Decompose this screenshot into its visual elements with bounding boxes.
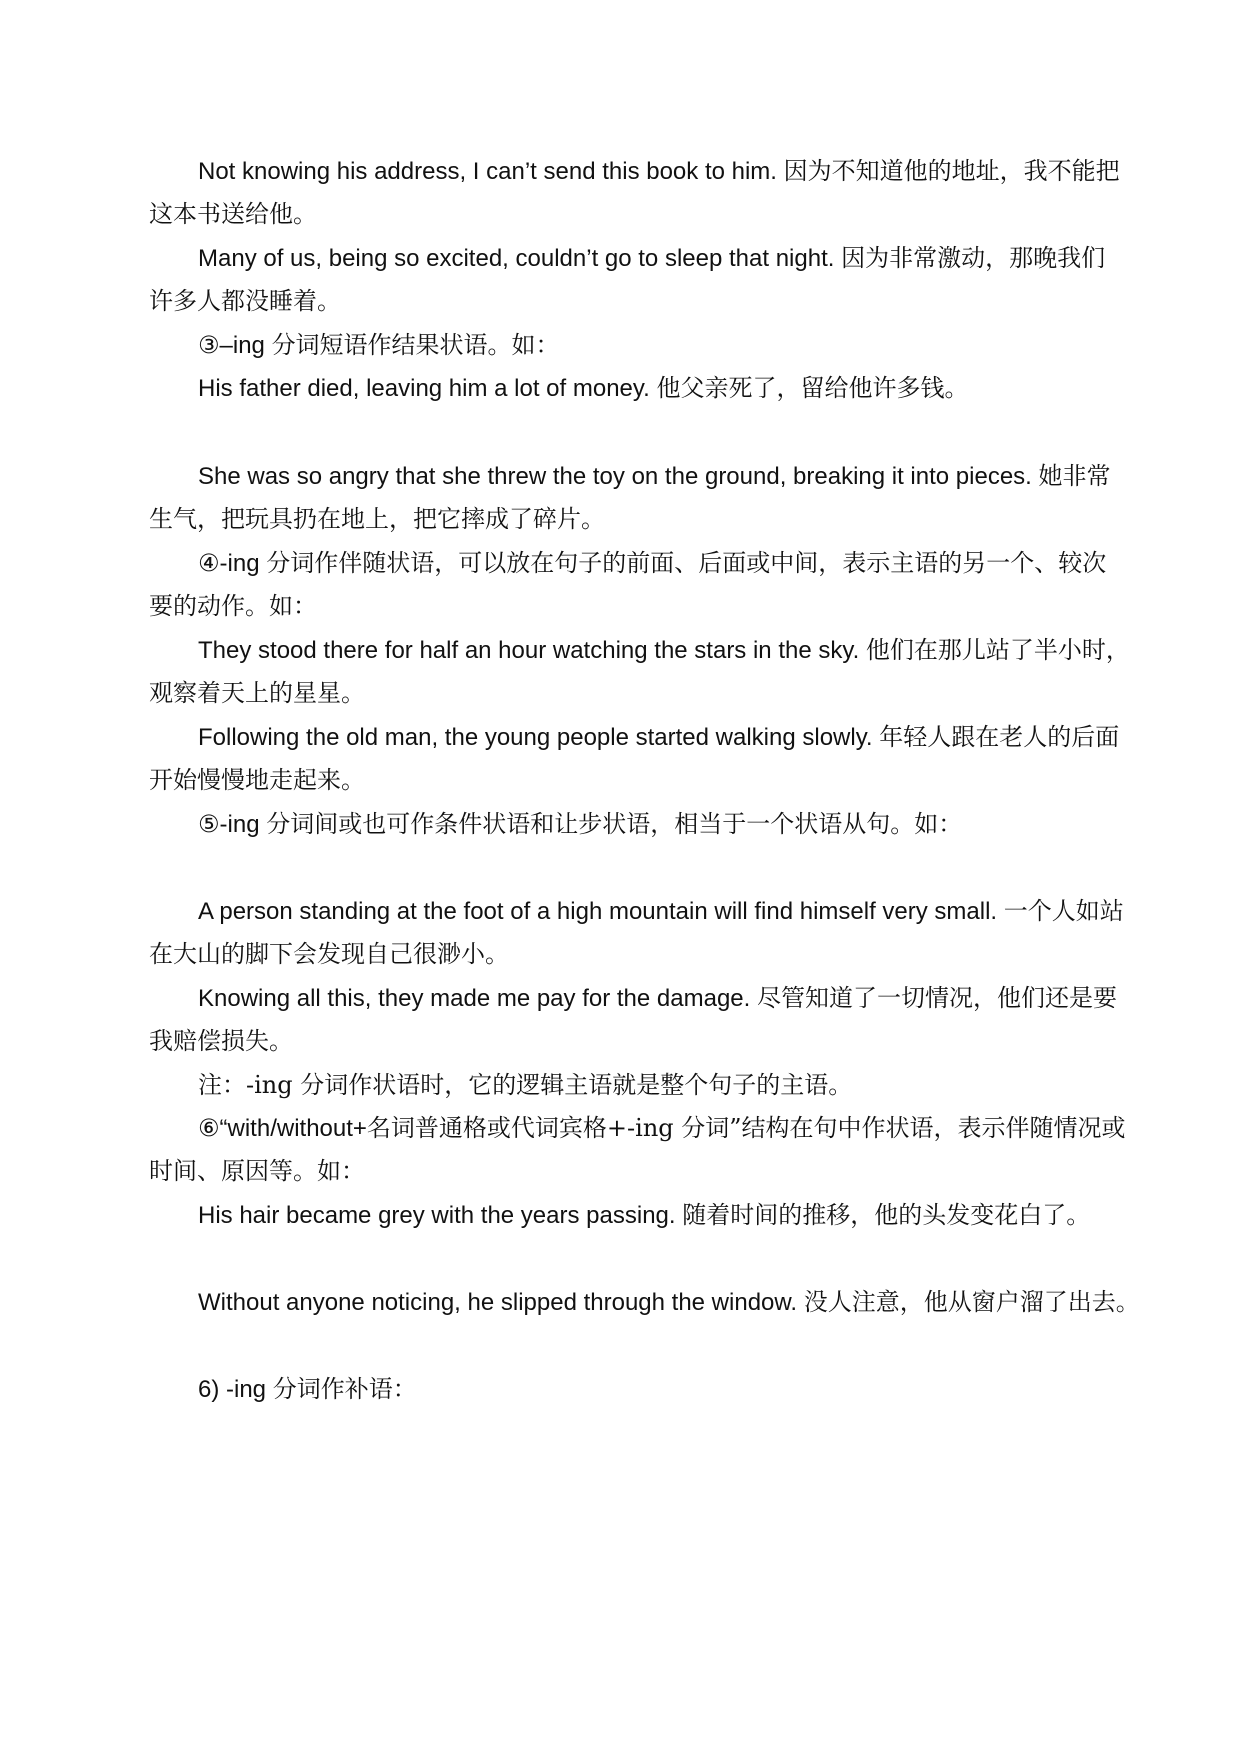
english-text: They stood there for half an hour watching the stars in the sky.	[198, 637, 860, 664]
text-line	[149, 285, 341, 318]
chinese-text: 他父亲死了，留给他许多钱。	[656, 374, 969, 402]
chinese-text: 分词间或也可作条件状语和让步状语，相当于一个状语从句。如：	[266, 810, 963, 838]
text-line	[149, 1025, 293, 1058]
text-line	[198, 808, 962, 841]
chinese-text: 注：-ing 分词作状语时，它的逻辑主语就是整个句子的主语。	[198, 1071, 853, 1099]
text-line	[198, 242, 1105, 275]
chinese-text: 他们在那儿站了半小时，	[865, 636, 1130, 664]
chinese-text: 生气，把玩具扔在地上，把它摔成了碎片。	[149, 505, 605, 533]
chinese-text: 因为不知道他的地址，我不能把	[783, 157, 1120, 185]
text-line	[149, 938, 509, 971]
chinese-text: 分词短语作结果状语。如：	[271, 331, 560, 359]
text-line	[198, 1069, 852, 1102]
text-line	[198, 895, 1124, 928]
chinese-text: 我赔偿损失。	[149, 1027, 293, 1055]
chinese-text: 因为非常激动，那晚我们	[841, 244, 1106, 272]
english-text: Not knowing his address, I can’t send this book to him.	[198, 158, 777, 185]
chinese-text: 名词普通格或代词宾格+-ing 分词”结构在句中作状语，表示伴随情况或	[366, 1114, 1126, 1142]
english-text: ⑤-ing	[198, 811, 260, 838]
chinese-text: 一个人如站	[1003, 897, 1124, 925]
chinese-text: 随着时间的推移，他的头发变花白了。	[682, 1201, 1091, 1229]
english-text: ④-ing	[198, 550, 260, 577]
english-text: ③–ing	[198, 332, 265, 359]
chinese-text: 观察着天上的星星。	[149, 679, 365, 707]
text-line	[149, 198, 317, 231]
english-text: Following the old man, the young people started walking slowly.	[198, 724, 873, 751]
text-line	[198, 329, 560, 362]
chinese-text: 开始慢慢地走起来。	[149, 766, 365, 794]
chinese-text: 这本书送给他。	[149, 200, 317, 228]
text-line	[198, 155, 1120, 188]
text-line	[198, 547, 1106, 580]
english-text: Knowing all this, they made me pay for the damage.	[198, 985, 751, 1012]
text-line	[149, 503, 605, 536]
text-line	[198, 372, 968, 405]
chinese-text: 尽管知道了一切情况，他们还是要	[756, 984, 1117, 1012]
chinese-text: 分词作补语：	[272, 1375, 417, 1403]
chinese-text: 时间、原因等。如：	[149, 1157, 365, 1185]
text-line	[198, 1199, 1090, 1232]
english-text: Without anyone noticing, he slipped through the window.	[198, 1289, 798, 1316]
text-line	[198, 721, 1119, 754]
english-text: ⑥“with/without+	[198, 1115, 367, 1142]
chinese-text: 没人注意，他从窗户溜了出去。	[803, 1288, 1140, 1316]
english-text: A person standing at the foot of a high mountain will find himself very small.	[198, 898, 998, 925]
english-text: Many of us, being so excited, couldn’t go to sleep that night.	[198, 245, 835, 272]
chinese-text: 在大山的脚下会发现自己很渺小。	[149, 940, 509, 968]
chinese-text: 许多人都没睡着。	[149, 287, 341, 315]
english-text: She was so angry that she threw the toy on the ground, breaking it into pieces.	[198, 463, 1032, 490]
english-text: His father died, leaving him a lot of money.	[198, 375, 650, 402]
text-line	[198, 460, 1111, 493]
text-line	[149, 590, 317, 623]
chinese-text: 要的动作。如：	[149, 592, 317, 620]
text-line	[198, 982, 1117, 1015]
text-line	[149, 1155, 365, 1188]
chinese-text: 年轻人跟在老人的后面	[879, 723, 1120, 751]
text-line	[198, 1373, 417, 1406]
english-text: His hair became grey with the years passing.	[198, 1202, 676, 1229]
text-line	[149, 677, 365, 710]
english-text: 6) -ing	[198, 1376, 267, 1403]
text-line	[198, 634, 1130, 667]
text-line	[198, 1112, 1126, 1145]
chinese-text: 分词作伴随状语，可以放在句子的前面、后面或中间，表示主语的另一个、较次	[266, 549, 1107, 577]
text-line	[198, 1286, 1140, 1319]
chinese-text: 她非常	[1038, 462, 1111, 490]
text-line	[149, 764, 365, 797]
